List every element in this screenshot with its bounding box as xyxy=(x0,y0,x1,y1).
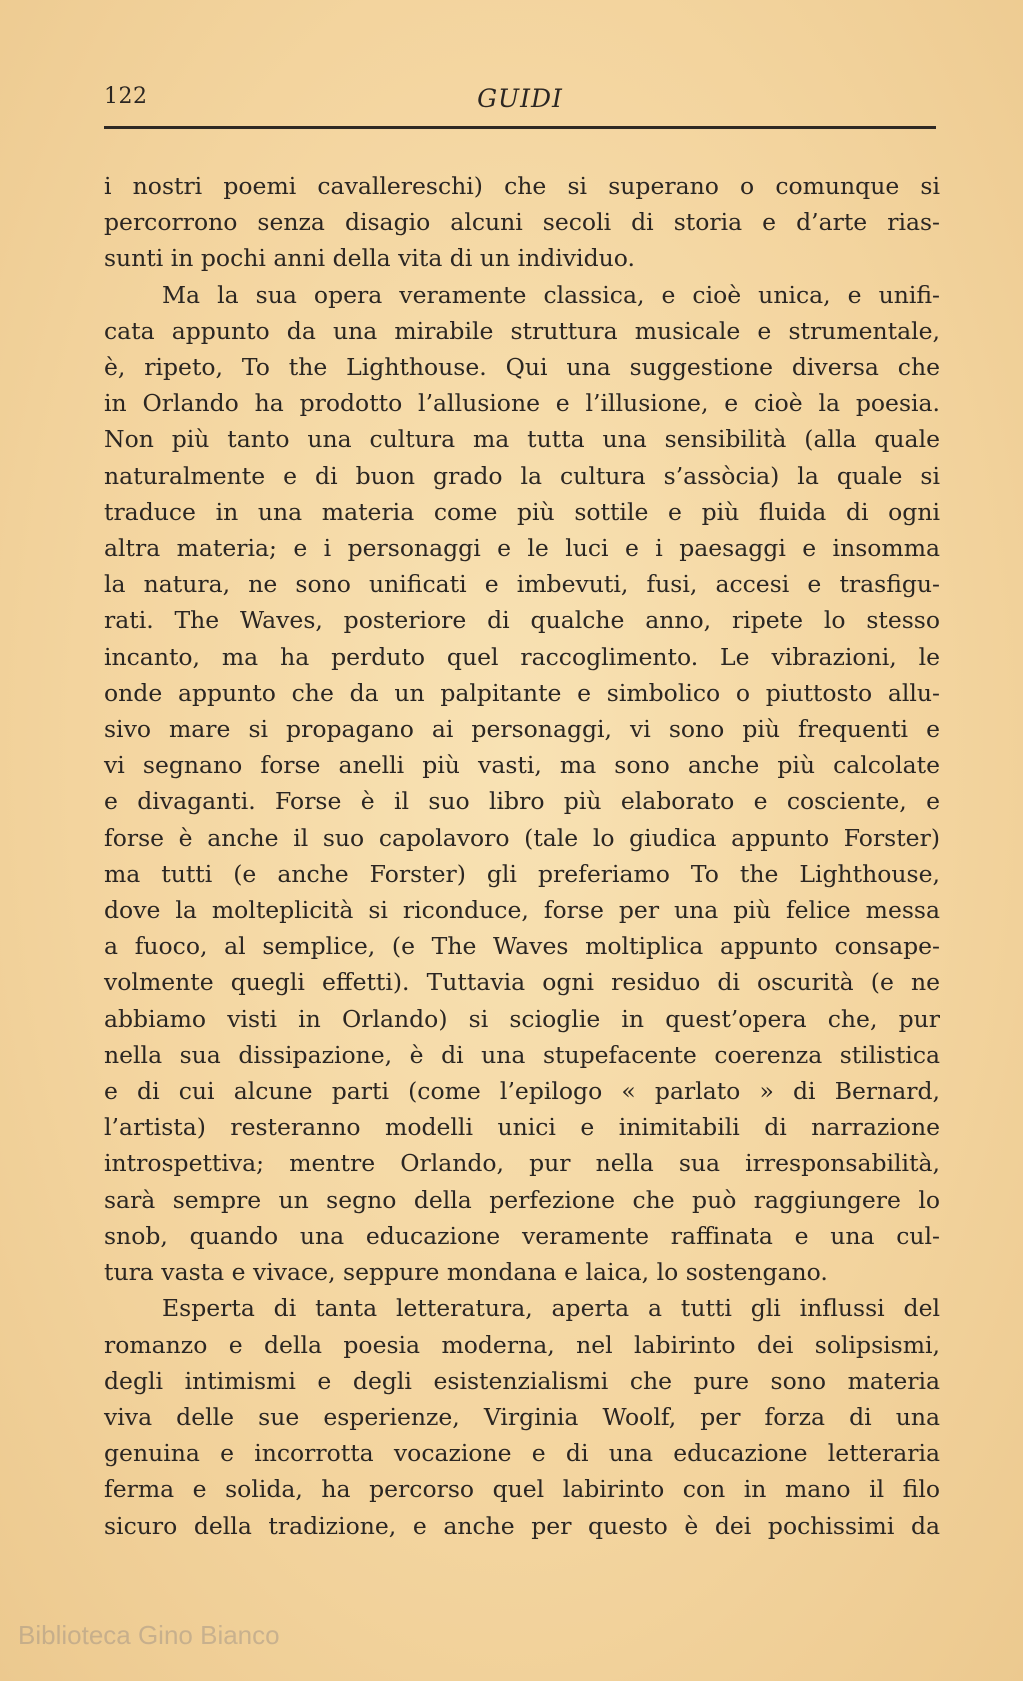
text-line: Esperta di tanta letteratura, aperta a tutti gli influssi del xyxy=(162,1294,940,1323)
text-line: volmente quegli effetti). Tuttavia ogni residuo di oscurità (e ne xyxy=(104,968,940,997)
text-line: nella sua dissipazione, è di una stupefacente coerenza stilistica xyxy=(104,1040,940,1069)
text-line: e di cui alcune parti (come l’epilogo « parlato » di Bernard, xyxy=(104,1077,940,1106)
text-line: genuina e incorrotta vocazione e di una educazione letteraria xyxy=(104,1439,940,1468)
text-line: dove la molteplicità si riconduce, forse per una più felice messa xyxy=(104,896,940,925)
text-line: ferma e solida, ha percorso quel labirinto con in mano il filo xyxy=(104,1475,940,1504)
text-line: vi segnano forse anelli più vasti, ma sono anche più calcolate xyxy=(104,751,940,780)
text-line: cata appunto da una mirabile struttura musicale e strumentale, xyxy=(104,316,940,345)
text-line: degli intimismi e degli esistenzialismi che pure sono materia xyxy=(104,1366,940,1395)
text-line: altra materia; e i personaggi e le luci e i paesaggi e insomma xyxy=(104,534,940,563)
text-line: ma tutti (e anche Forster) gli preferiamo To the Lighthouse, xyxy=(104,859,940,888)
library-watermark: Biblioteca Gino Bianco xyxy=(18,1620,280,1650)
text-line: e divaganti. Forse è il suo libro più elaborato e cosciente, e xyxy=(104,787,940,816)
header-rule xyxy=(104,126,936,129)
text-line: sunti in pochi anni della vita di un individuo. xyxy=(104,244,635,273)
text-line: tura vasta e vivace, seppure mondana e laica, lo sostengano. xyxy=(104,1258,828,1287)
text-line: a fuoco, al semplice, (e The Waves moltiplica appunto consape- xyxy=(104,932,940,961)
text-line: Non più tanto una cultura ma tutta una sensibilità (alla quale xyxy=(104,425,940,454)
text-line: sarà sempre un segno della perfezione che può raggiungere lo xyxy=(104,1185,940,1214)
page-number: 122 xyxy=(104,84,148,109)
text-line: naturalmente e di buon grado la cultura s’assòcia) la quale si xyxy=(104,461,940,490)
body-text xyxy=(104,168,940,1544)
text-line: onde appunto che da un palpitante e simbolico o piuttosto allu- xyxy=(104,678,940,707)
text-line: snob, quando una educazione veramente raffinata e una cul- xyxy=(104,1221,940,1250)
text-line: romanzo e della poesia moderna, nel labirinto dei solipsismi, xyxy=(104,1330,940,1359)
text-line: Ma la sua opera veramente classica, e cioè unica, e unifi- xyxy=(162,280,940,309)
text-line: percorrono senza disagio alcuni secoli di storia e d’arte rias- xyxy=(104,208,940,237)
text-line: forse è anche il suo capolavoro (tale lo giudica appunto Forster) xyxy=(104,823,940,852)
text-line: sivo mare si propagano ai personaggi, vi sono più frequenti e xyxy=(104,715,940,744)
text-line: la natura, ne sono unificati e imbevuti, fusi, accesi e trasfigu- xyxy=(104,570,940,599)
text-line: l’artista) resteranno modelli unici e inimitabili di narrazione xyxy=(104,1113,940,1142)
text-line: è, ripeto, To the Lighthouse. Qui una suggestione diversa che xyxy=(104,353,940,382)
text-line: sicuro della tradizione, e anche per questo è dei pochissimi da xyxy=(104,1511,940,1540)
running-title: GUIDI xyxy=(477,84,563,113)
text-line: in Orlando ha prodotto l’allusione e l’illusione, e cioè la poesia. xyxy=(104,389,940,418)
text-line: i nostri poemi cavallereschi) che si superano o comunque si xyxy=(104,172,940,200)
running-head xyxy=(104,84,936,124)
text-line: traduce in una materia come più sottile e più fluida di ogni xyxy=(104,497,940,526)
text-line: abbiamo visti in Orlando) si scioglie in quest’opera che, pur xyxy=(104,1004,940,1033)
text-line: incanto, ma ha perduto quel raccoglimento. Le vibrazioni, le xyxy=(104,642,940,671)
text-line: viva delle sue esperienze, Virginia Woolf, per forza di una xyxy=(104,1402,940,1431)
text-line: introspettiva; mentre Orlando, pur nella sua irresponsabilità, xyxy=(104,1149,940,1178)
text-line: rati. The Waves, posteriore di qualche anno, ripete lo stesso xyxy=(104,606,940,635)
